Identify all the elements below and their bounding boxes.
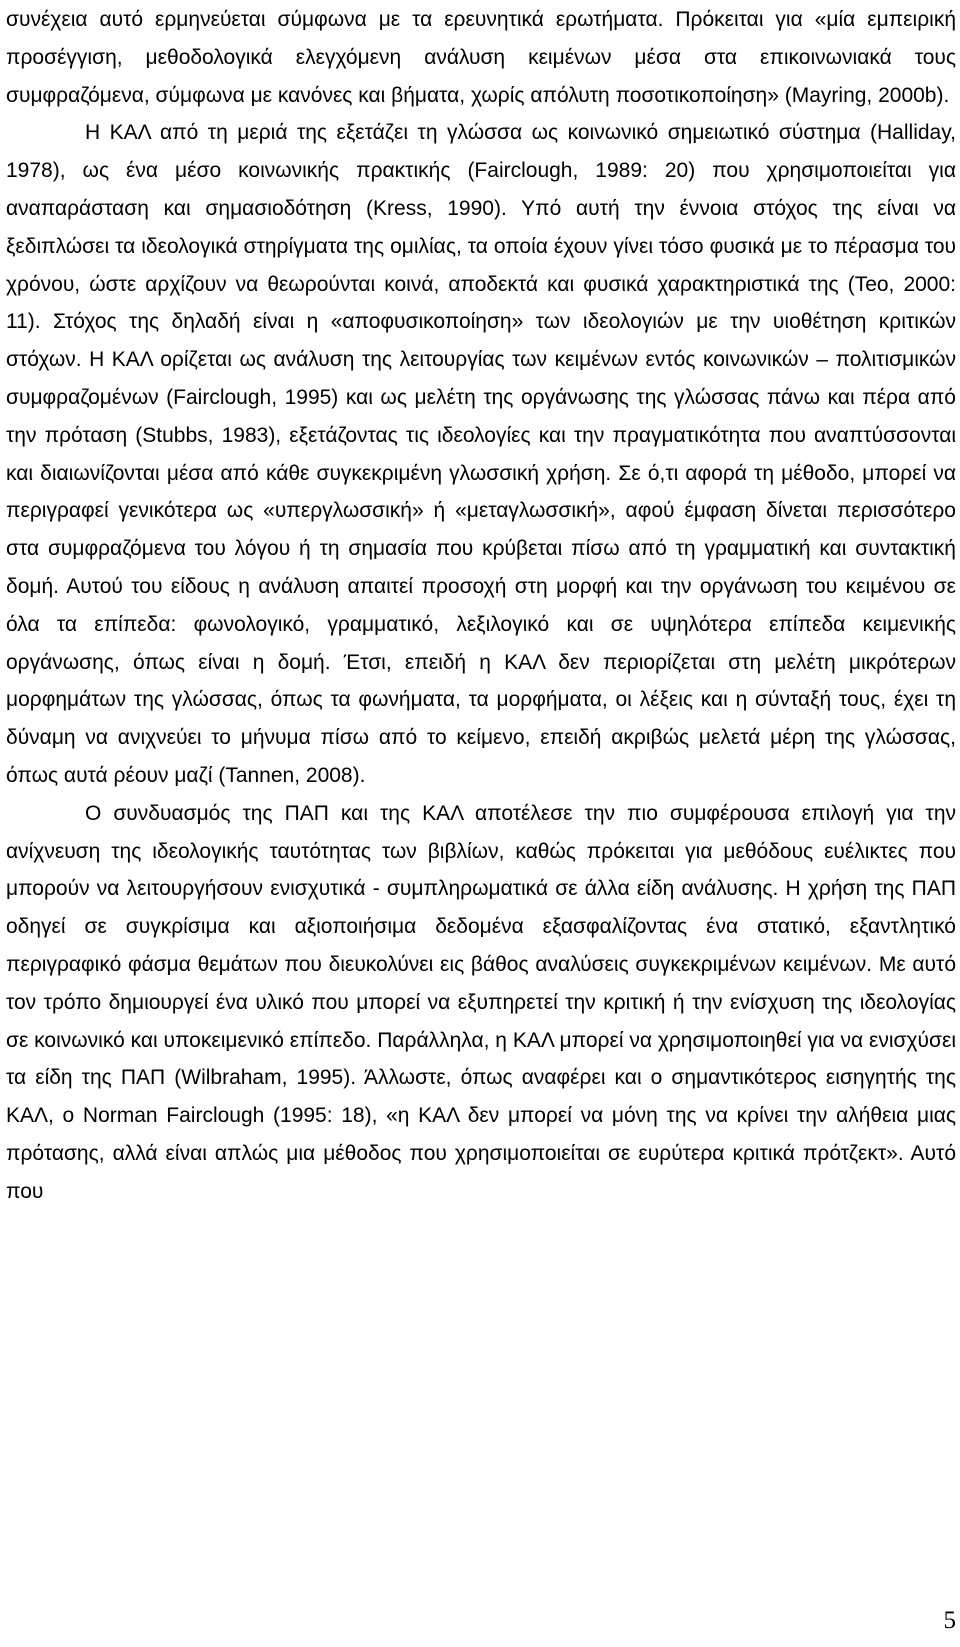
paragraph-kal-definition: Η ΚΑΛ από τη μεριά της εξετάζει τη γλώσσα ως κοινωνικό σημειωτικό σύστημα (Halliday, 1978), ως ένα μέσο κοινωνικής πρακτικής (Fairclough, 1989: 20) που χρησιμοποιείται για αναπαράσταση και σημασιοδότηση (Kress, 1990). Υπό αυτή την έννοια στόχος της είναι να ξεδιπλώσει τα ιδεολογικά στηρίγματα της ομιλίας, τα οποία έχουν γίνει τόσο φυσικά με το πέρασμα του χρόνου, ώστε αρχίζουν να θεωρούνται κοινά, αποδεκτά και φυσικά χαρακτηριστικά της (Teo, 2000: 11). Στόχος της δηλαδή είναι η «αποφυσικοποίηση» των ιδεολογιών με την υιοθέτηση κριτικών στόχων. Η ΚΑΛ ορίζεται ως ανάλυση της λειτουργίας των κειμένων εντός κοινωνικών – πολιτισμικών συμφραζομένων (Fairclough, 1995) και ως μελέτη της οργάνωσης της γλώσσας πάνω και πέρα από την πρόταση (Stubbs, 1983), εξετάζοντας τις ιδεολογίες και την πραγματικότητα που αναπτύσσονται και διαιωνίζονται μέσα από κάθε συγκεκριμένη γλωσσική χρήση. Σε ό,τι αφορά τη μέθοδο, μπορεί να περιγραφεί γενικότερα ως «υπεργλωσσική» ή «μεταγλωσσική», αφού έμφαση δίνεται περισσότερο στα συμφραζόμενα του λόγου ή τη σημασία που κρύβεται πίσω από τη γραμματική και συντακτική δομή. Αυτού του είδους η ανάλυση απαιτεί προσοχή στη μορφή και την οργάνωση του κειμένου σε όλα τα επίπεδα: φωνολογικό, γραμματικό, λεξιλογικό και σε υψηλότερα επίπεδα κειμενικής οργάνωσης, όπως είναι η δομή. Έτσι, επειδή η ΚΑΛ δεν περιορίζεται στη μελέτη μικρότερων μορφημάτων της γλώσσας, όπως τα φωνήματα, τα μορφήματα, οι λέξεις και η σύνταξή τους, έχει τη δύναμη να ανιχνεύει το μήνυμα πίσω από το κείμενο, επειδή ακριβώς μελετά μέρη της γλώσσας, όπως αυτά ρέουν μαζί (Tannen, 2008).	[6, 121, 956, 787]
paragraph-continuation: συνέχεια αυτό ερμηνεύεται σύμφωνα με τα ερευνητικά ερωτήματα. Πρόκειται για «μία εμπειρική προσέγγιση, μεθοδολογικά ελεγχόμενη ανάλυση κειμένων μέσα στα επικοινωνιακά τους συμφραζόμενα, σύμφωνα με κανόνες και βήματα, χωρίς απόλυτη ποσοτικοποίηση» (Mayring, 2000b).	[6, 8, 956, 107]
body-text	[6, 1, 956, 1211]
paragraph-pap-kal-combination: Ο συνδυασμός της ΠΑΠ και της ΚΑΛ αποτέλεσε την πιο συμφέρουσα επιλογή για την ανίχνευση της ιδεολογικής ταυτότητας των βιβλίων, καθώς πρόκειται για μεθόδους ευέλικτες που μπορούν να λειτουργήσουν ενισχυτικά - συμπληρωματικά σε άλλα είδη ανάλυσης. Η χρήση της ΠΑΠ οδηγεί σε συγκρίσιμα και αξιοποιήσιμα δεδομένα εξασφαλίζοντας ένα στατικό, εξαντλητικό περιγραφικό φάσμα θεμάτων που διευκολύνει εις βάθος αναλύσεις συγκεκριμένων κειμένων. Με αυτό τον τρόπο δημιουργεί ένα υλικό που μπορεί να εξυπηρετεί την κριτική ή την ενίσχυση της ιδεολογίας σε κοινωνικό και υποκειμενικό επίπεδο. Παράλληλα, η ΚΑΛ μπορεί να χρησιμοποιηθεί για να ενισχύσει τα είδη της ΠΑΠ (Wilbraham, 1995). Άλλωστε, όπως αναφέρει και ο σημαντικότερος εισηγητής της ΚΑΛ, ο Norman Fairclough (1995: 18), «η ΚΑΛ δεν μπορεί να μόνη της να κρίνει την αλήθεια μιας πρότασης, αλλά είναι απλώς μια μέθοδος που χρησιμοποιείται σε ευρύτερα κριτικά πρότζεκτ». Αυτό που	[6, 801, 956, 1203]
page-number: 5	[943, 1607, 956, 1634]
